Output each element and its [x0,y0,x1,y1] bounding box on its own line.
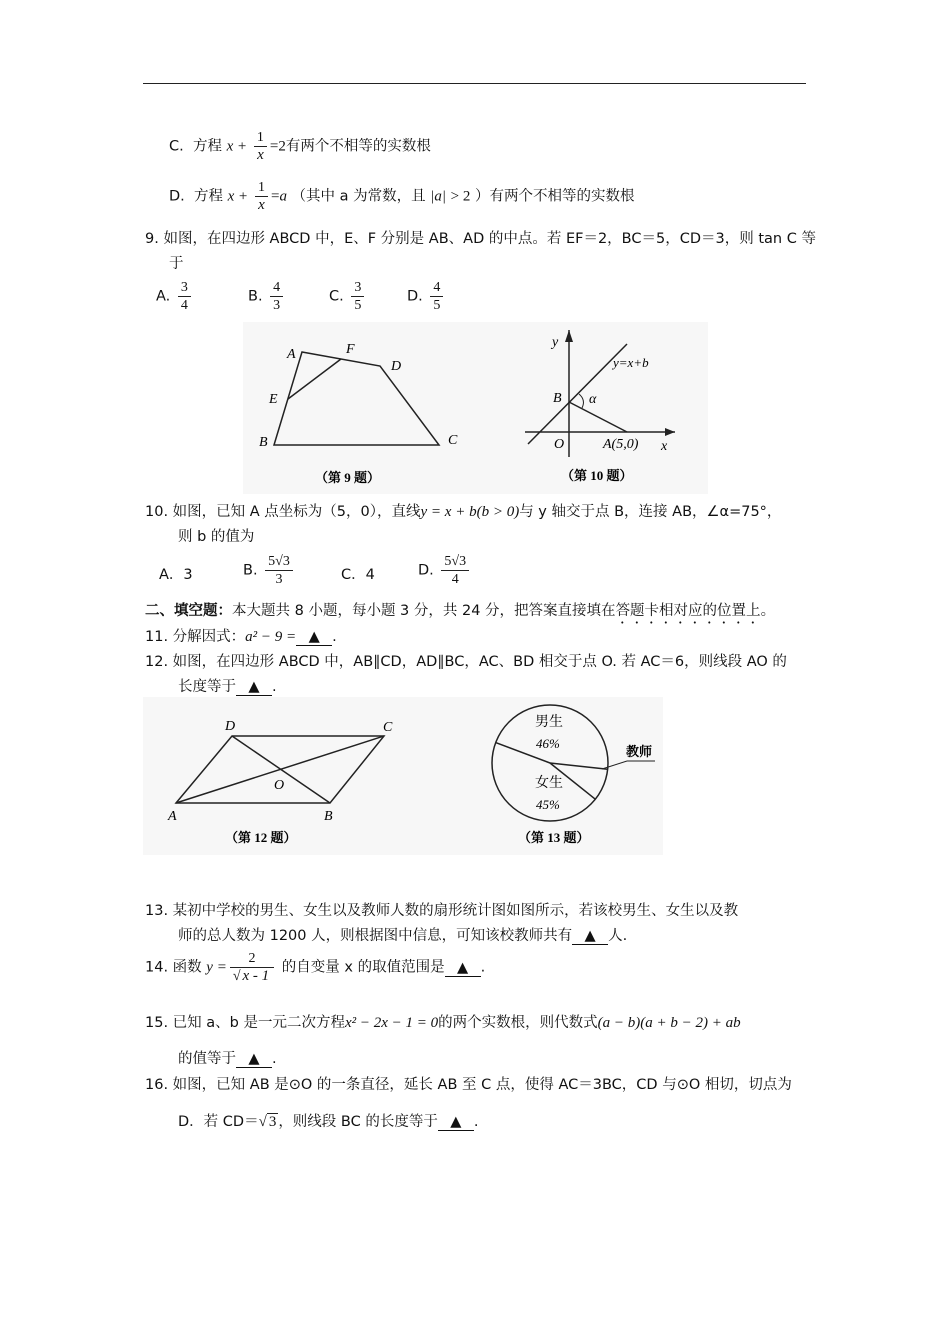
figures-12-13 [143,697,663,855]
label-a: A [287,347,296,362]
header-rule [143,83,806,84]
q8-option-d: D. 方程 x + $\frac{1}{x}$ =a （其中 a 为常数，且 |a| > 2 ）有两个不相等的实数根 [169,180,635,213]
q9-text: 9. 如图，在四边形 ABCD 中，E、F 分别是 AB、AD 的中点。若 EF＝2，BC＝5，CD＝3，则 tan C 等 [145,231,816,247]
q12-text-cont: 长度等于 ▲ . [178,679,277,695]
q12-text: 12. 如图，在四边形 ABCD 中，AB∥CD，AD∥BC，AC、BD 相交于点 O. 若 AC＝6，则线段 AO 的 [145,654,787,670]
answer-blank: ▲ [572,928,608,945]
answer-blank: ▲ [296,629,332,646]
label-alpha: α [589,392,597,407]
q11: 11. 分解因式：a² − 9 = ▲ . [145,629,337,645]
label-c: C [383,720,393,735]
q9-option-c: C. $\frac{3}{5}$ [329,279,367,314]
answer-blank: ▲ [236,1051,272,1068]
fraction: $\frac{1}{x}$ [254,129,267,164]
q9-text-cont: 于 [169,256,184,272]
caption-12: （第 12 题） [225,830,297,845]
pie-label-boys: 男生 [535,715,563,730]
label-b: B [324,809,333,824]
q14: 14. 函数 y = $\frac{2}{√ x - 1}$ 的自变量 x 的取值范围是 ▲ . [145,951,486,984]
pie-label-girls: 女生 [535,776,563,791]
q10-text: 10. 如图，已知 A 点坐标为（5，0），直线y = x + b(b > 0)与 y 轴交于点 B，连接 AB，∠α=75°， [145,504,782,520]
figure-13-pie [492,705,655,845]
figure-10 [525,330,675,483]
answer-blank: ▲ [236,679,272,696]
caption-9: （第 9 题） [315,470,381,485]
answer-blank: ▲ [445,960,481,977]
q16-text-cont: D．若 CD＝√ 3 ，则线段 BC 的长度等于 ▲ . [178,1114,479,1130]
pie-label-teachers: 教师 [626,744,653,759]
label-o: O [554,437,565,452]
q8-option-c: C. 方程 x + $\frac{1}{x}$ =2有两个不相等的实数根 [169,130,431,163]
pie-label-girls-pct: 45% [536,797,560,812]
section-2-header: 二、填空题：本大题共 8 小题，每小题 3 分，共 24 分，把答案直接填在答题卡相对应的位置上。 [145,603,776,619]
caption-13: （第 13 题） [518,830,590,845]
label-a: A [168,809,177,824]
figure-9-10-svg [243,322,708,494]
label-f: F [346,342,355,357]
q10-option-b: B. $\frac{5√3}{3}$ [243,553,296,588]
pie-slice-boundary-1 [550,763,608,769]
q10-text-cont: 则 b 的值为 [178,529,255,545]
teacher-leader-line [602,761,627,769]
label-y: y [552,335,559,350]
label-o: O [274,778,285,793]
q9-option-d: D. $\frac{4}{5}$ [407,279,446,314]
label-e: E [269,392,278,407]
figures-9-10 [243,322,708,494]
fraction: $\frac{1}{x}$ [255,179,268,214]
q10-option-a: A．3 [159,567,193,583]
caption-10: （第 10 题） [561,468,633,483]
label-x: x [661,439,668,454]
label-b: B [259,435,268,450]
answer-blank: ▲ [438,1114,474,1131]
label-line: y=x+b [613,355,649,370]
figure-12-13-svg [143,697,663,855]
figure-9 [259,342,458,485]
figure-12 [167,719,393,845]
q9-option-a: A. $\frac{3}{4}$ [156,279,194,314]
label-d: D [391,359,402,374]
q10-option-c: C．4 [341,567,375,583]
label-d: D [225,719,236,734]
q10-option-d: D. $\frac{5√3}{4}$ [418,553,472,588]
q15-text-cont: 的值等于 ▲ . [178,1051,277,1067]
label-b: B [553,391,562,406]
pie-label-boys-pct: 46% [536,736,560,751]
label-c: C [448,433,458,448]
q13-text: 13. 某初中学校的男生、女生以及教师人数的扇形统计图如图所示，若该校男生、女生以及教 [145,903,739,919]
q13-text-cont: 师的总人数为 1200 人，则根据图中信息，可知该校教师共有 ▲ 人. [178,928,628,944]
q15-text: 15. 已知 a、b 是一元二次方程x² − 2x − 1 = 0的两个实数根，则代数式(a − b)(a + b − 2) + ab [145,1015,741,1031]
label-a: A(5,0) [603,437,639,452]
q16-text: 16. 如图，已知 AB 是⊙O 的一条直径，延长 AB 至 C 点，使得 AC＝3BC，CD 与⊙O 相切，切点为 [145,1077,792,1093]
q9-option-b: B. $\frac{4}{3}$ [248,279,286,314]
